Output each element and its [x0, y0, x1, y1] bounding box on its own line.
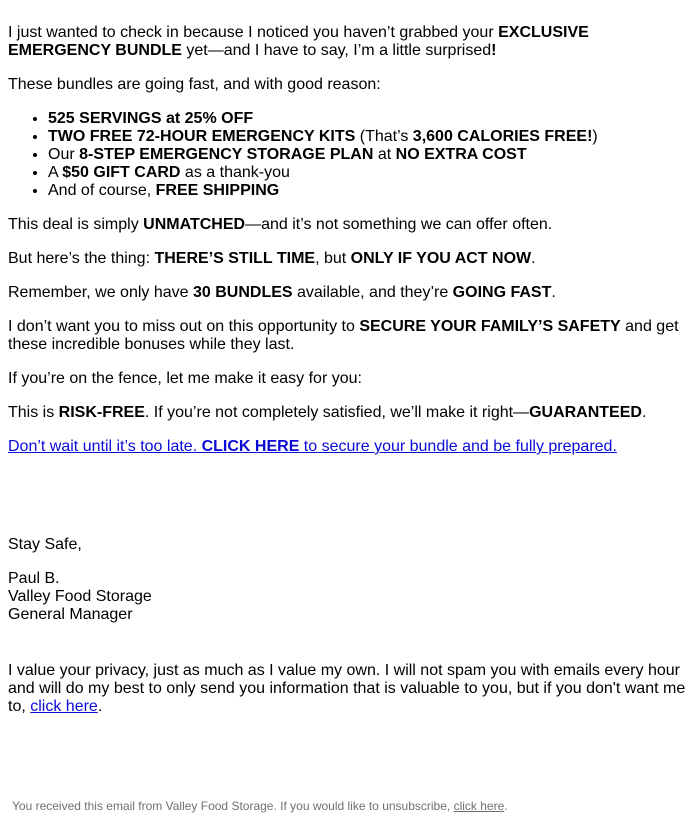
miss-out-text: I don’t want you to miss out on this opportunity to [8, 318, 360, 335]
bonus-shipping: FREE SHIPPING [155, 182, 280, 199]
time-emphasis-2: ONLY IF YOU ACT NOW [350, 250, 532, 267]
bonus-item [48, 182, 692, 200]
privacy-end: . [97, 698, 103, 715]
bonus-item [48, 146, 692, 164]
cta-paragraph [8, 438, 692, 456]
fence-paragraph: If you’re on the fence, let me make it easy for you: [8, 370, 362, 387]
intro-paragraph [8, 24, 692, 60]
bonus-text: And of course, [48, 182, 156, 199]
remember-emphasis: GOING FAST [452, 284, 552, 301]
bonus-cost: NO EXTRA COST [395, 146, 527, 163]
signature-block [8, 570, 692, 624]
footer-text: You received this email from Valley Food Storage. If you would like to unsubscribe, [12, 799, 454, 813]
bonus-gift-card: $50 GIFT CARD [62, 164, 181, 181]
deal-paragraph [8, 216, 692, 234]
remember-text-3: . [551, 284, 556, 301]
time-text: But here’s the thing: [8, 250, 155, 267]
bonus-text: (That’s [355, 128, 413, 145]
cta-text-2: to secure your bundle and be fully prepared. [299, 438, 617, 455]
cta-link[interactable] [8, 438, 617, 455]
miss-out-paragraph [8, 318, 692, 354]
risk-emphasis: RISK-FREE [58, 404, 145, 421]
time-emphasis: THERE’S STILL TIME [154, 250, 316, 267]
remember-text-2: available, and they’re [292, 284, 453, 301]
intro-exclamation: ! [491, 42, 497, 59]
deal-text: This deal is simply [8, 216, 144, 233]
email-body [8, 24, 692, 716]
privacy-paragraph [8, 662, 692, 716]
time-text-3: . [531, 250, 536, 267]
risk-text-3: . [641, 404, 647, 421]
bonus-item [48, 110, 692, 128]
remember-paragraph [8, 284, 692, 302]
risk-paragraph [8, 404, 692, 422]
signature-name: Paul B. [8, 570, 60, 587]
intro-text: I just wanted to check in because I noticed you haven’t grabbed your [8, 24, 499, 41]
risk-text: This is [8, 404, 59, 421]
deal-text-2: —and it’s not something we can offer often. [245, 216, 553, 233]
intro-bundle-name: EXCLUSIVE EMERGENCY BUNDLE [8, 24, 589, 59]
bundles-fast-paragraph: These bundles are going fast, and with good reason: [8, 76, 381, 93]
miss-out-emphasis: SECURE YOUR FAMILY’S SAFETY [359, 318, 621, 335]
bonus-item [48, 128, 692, 146]
time-paragraph [8, 250, 692, 268]
miss-out-text-2: and get these incredible bonuses while they last. [8, 318, 679, 353]
signature-company: Valley Food Storage [8, 588, 152, 605]
time-text-2: , but [315, 250, 351, 267]
remember-text: Remember, we only have [8, 284, 193, 301]
cta-text: Don’t wait until it’s too late. [8, 438, 202, 455]
privacy-text: I value your privacy, just as much as I value my own. I will not spam you with emails every hour and will do my best to only send you information that is valuable to you, but if you don't want me to, [8, 662, 686, 715]
risk-text-2: . If you’re not completely satisfied, we’ll make it right— [144, 404, 530, 421]
signature-greeting: Stay Safe, [8, 536, 82, 553]
bonus-plan: 8-STEP EMERGENCY STORAGE PLAN [79, 146, 374, 163]
footer-end: . [504, 799, 508, 813]
bonus-list [8, 110, 692, 200]
bonus-item [48, 164, 692, 182]
cta-click-here: CLICK HERE [201, 438, 300, 455]
bonus-text: at [373, 146, 396, 163]
bonus-calories: 3,600 CALORIES FREE! [412, 128, 593, 145]
spacer [8, 472, 692, 536]
signature-title: General Manager [8, 606, 133, 623]
bonus-text: as a thank-you [180, 164, 290, 181]
footer-unsubscribe-link[interactable]: click here [453, 799, 505, 813]
bonus-text: Our [48, 146, 80, 163]
bonus-text: A [48, 164, 63, 181]
deal-emphasis: UNMATCHED [143, 216, 246, 233]
bonus-text: ) [592, 128, 598, 145]
remember-count: 30 BUNDLES [192, 284, 293, 301]
footer [12, 799, 508, 813]
privacy-unsubscribe-link[interactable]: click here [30, 698, 98, 715]
bonus-servings: 525 SERVINGS at 25% OFF [48, 110, 254, 127]
bonus-kits: TWO FREE 72-HOUR EMERGENCY KITS [48, 128, 356, 145]
intro-text-2: yet—and I have to say, I’m a little surprised [181, 42, 492, 59]
risk-guarantee: GUARANTEED [529, 404, 642, 421]
